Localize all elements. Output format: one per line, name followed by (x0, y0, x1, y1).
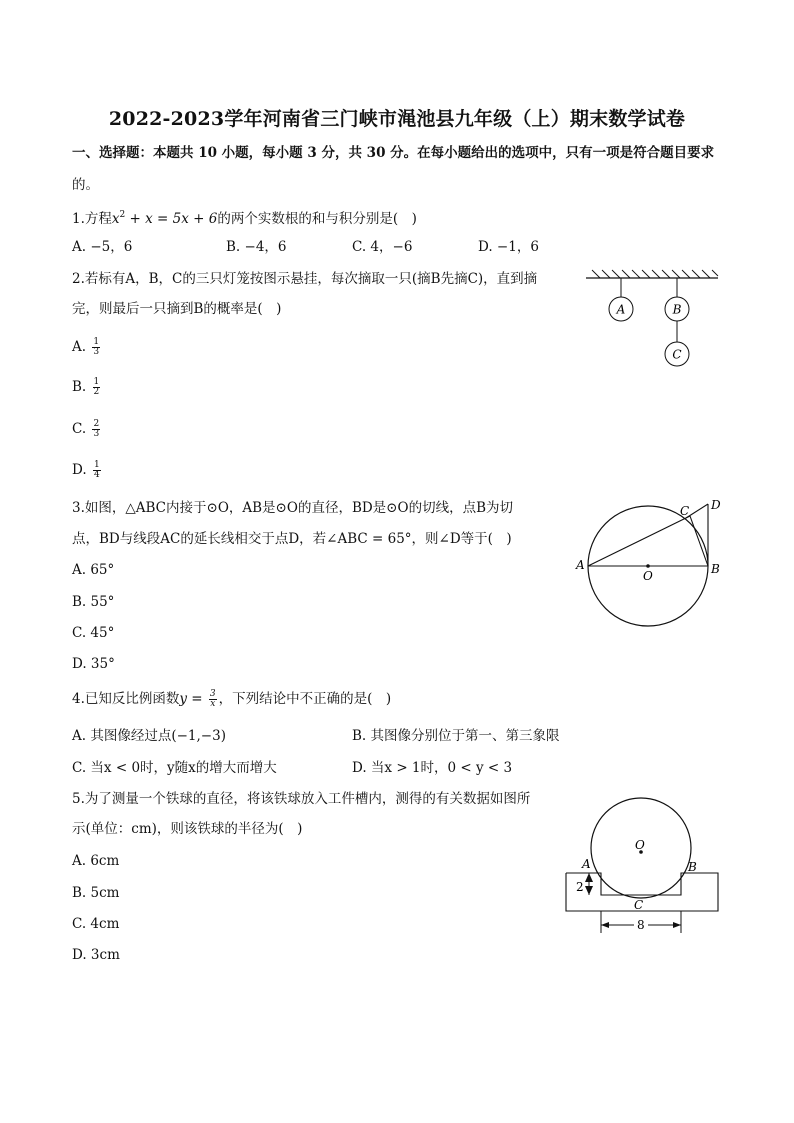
q2-option-b-den: 2 (93, 387, 100, 397)
q3-option-b[interactable]: B. 55° (72, 594, 115, 610)
q2-option-a-fraction (92, 338, 100, 357)
ball-label-o: O (635, 838, 645, 852)
question-3-cont: 点，BD与线段AC的延长线相交于点D，若∠ABC = 65°，则∠D等于( ) (72, 531, 512, 547)
page-title: 2022-2023学年河南省三门峡市渑池县九年级（上）期末数学试卷 (108, 108, 686, 130)
q2-option-b-num: 1 (93, 377, 100, 387)
q3-option-a[interactable]: A. 65° (72, 562, 115, 578)
lantern-label-c: C (672, 347, 682, 362)
q1-option-a[interactable]: A. −5，6 (72, 239, 133, 255)
q3-option-c[interactable]: C. 45° (72, 625, 115, 641)
question-5: 5.为了测量一个铁球的直径，将该铁球放入工件槽内，测得的有关数据如图所 (72, 791, 531, 807)
lantern-label-b: B (672, 302, 682, 317)
q4-suffix: ，下列结论中不正确的是( ) (218, 691, 392, 707)
circle-label-d: D (711, 498, 721, 512)
q2-option-d-fraction (93, 461, 101, 480)
q4-prefix: 4.已知反比例函数 (72, 691, 180, 707)
q4-num: 3 (209, 689, 216, 699)
groove-width-label: 8 (637, 918, 645, 932)
q2-option-a-label: A. (72, 339, 87, 355)
q4-option-c[interactable]: C. 当x < 0时，y随x的增大而增大 (72, 760, 277, 776)
q5-option-d[interactable]: D. 3cm (72, 947, 120, 963)
circle-label-b: B (711, 562, 720, 576)
question-2: 2.若标有A，B，C的三只灯笼按图示悬挂，每次摘取一只(摘B先摘C)，直到摘 (72, 271, 538, 287)
q1-option-b[interactable]: B. −4，6 (226, 239, 287, 255)
q2-option-c-num: 2 (93, 419, 100, 429)
question-5-cont: 示(单位：cm)，则该铁球的半径为( ) (72, 821, 303, 837)
q2-option-c-fraction (92, 420, 100, 439)
q4-fraction (209, 690, 217, 709)
q1-option-c[interactable]: C. 4，−6 (352, 239, 413, 255)
q2-option-d-den: 4 (93, 470, 100, 480)
question-2-cont: 完，则最后一只摘到B的概率是( ) (72, 301, 282, 317)
q2-option-c[interactable] (72, 420, 102, 439)
q4-option-b[interactable]: B. 其图像分别位于第一、第三象限 (352, 728, 560, 744)
q1-option-d[interactable]: D. −1，6 (478, 239, 539, 255)
q4-option-a[interactable]: A. 其图像经过点(−1,−3) (72, 728, 226, 744)
groove-label-b: B (688, 860, 697, 874)
q1-eq-var: x (111, 211, 120, 227)
q5-option-a[interactable]: A. 6cm (72, 853, 120, 869)
q4-function-y: y = (179, 691, 207, 707)
q2-option-c-label: C. (72, 421, 87, 437)
groove-label-a: A (582, 857, 591, 871)
circle-label-o: O (643, 569, 653, 583)
q1-eq-exponent: 2 (119, 210, 126, 220)
q1-equation (112, 211, 217, 227)
q5-option-c[interactable]: C. 4cm (72, 916, 120, 932)
circle-label-a: A (576, 558, 585, 572)
question-4 (72, 690, 391, 709)
q1-prefix: 1.方程 (72, 211, 112, 227)
groove-depth-label: 2 (576, 880, 584, 894)
q1-suffix: 的两个实数根的和与积分别是( ) (217, 211, 417, 227)
lantern-figure (580, 268, 722, 372)
circle-label-c: C (680, 504, 690, 518)
q2-option-c-den: 3 (93, 429, 100, 439)
q2-option-b-fraction (93, 378, 101, 397)
q2-option-a-num: 1 (93, 337, 100, 347)
q5-option-b[interactable]: B. 5cm (72, 885, 120, 901)
q2-option-d[interactable] (72, 461, 103, 480)
ball-groove-figure (560, 797, 725, 940)
q4-den: x (210, 699, 216, 709)
q2-option-d-label: D. (72, 462, 87, 478)
lantern-label-a: A (616, 302, 626, 317)
section-instruction-cont: 的。 (72, 177, 99, 193)
q1-eq-rest: + x = 5x + 6 (125, 211, 218, 227)
q2-option-a[interactable] (72, 338, 102, 357)
circle-tangent-figure (570, 495, 730, 635)
question-1 (72, 206, 417, 228)
question-3: 3.如图，△ABC内接于⊙O，AB是⊙O的直径，BD是⊙O的切线，点B为切 (72, 500, 513, 516)
q2-option-a-den: 3 (93, 347, 100, 357)
groove-label-c: C (634, 898, 644, 912)
section-instruction: 一、选择题：本题共 10 小题，每小题 3 分，共 30 分。在每小题给出的选项中，只有一项是符合题目要求 (72, 145, 715, 161)
q2-option-d-num: 1 (93, 460, 100, 470)
q3-option-d[interactable]: D. 35° (72, 656, 115, 672)
q2-option-b[interactable] (72, 378, 102, 397)
q4-option-d[interactable]: D. 当x > 1时，0 < y < 3 (352, 760, 513, 776)
q2-option-b-label: B. (72, 379, 87, 395)
